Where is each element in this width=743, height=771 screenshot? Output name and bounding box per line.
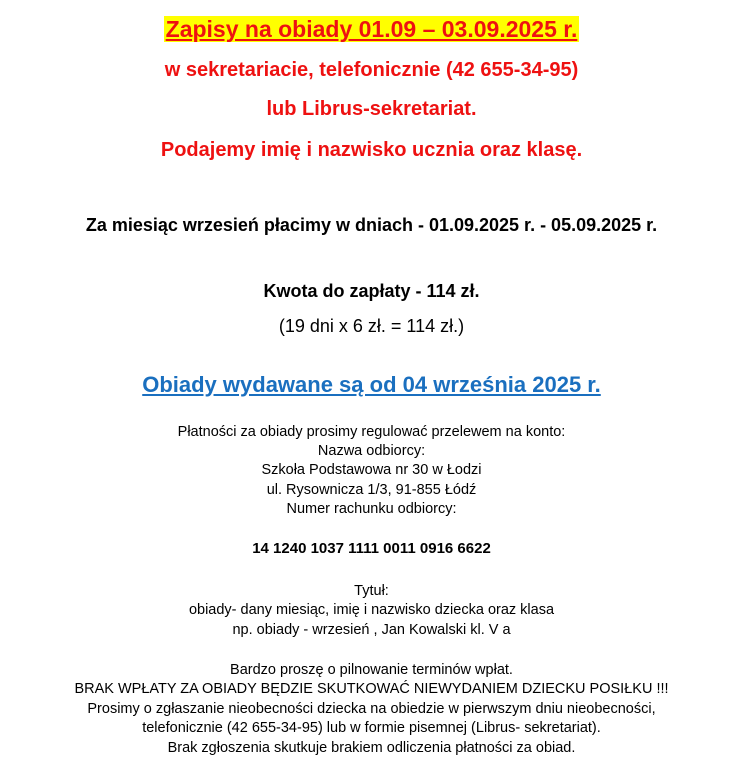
notice-absence-contact: telefonicznie (42 655-34-95) lub w formie pisemnej (Librus- sekretariat). <box>142 720 601 736</box>
payment-calculation: (19 dni x 6 zł. = 114 zł.) <box>278 316 465 336</box>
payment-period: Za miesiąc wrzesień płacimy w dniach - 01.09.2025 r. - 05.09.2025 r. <box>85 215 658 235</box>
notice-absence: Prosimy o zgłaszanie nieobecności dziecka na obiedzie w pierwszym dniu nieobecności, <box>87 701 656 717</box>
transfer-intro: Płatności za obiady prosimy regulować przelewem na konto: <box>177 424 566 440</box>
recipient-address: ul. Rysownicza 1/3, 91-855 Łódź <box>266 482 477 498</box>
page-title-text: Zapisy na obiady 01.09 – 03.09.2025 r. <box>165 16 578 42</box>
transfer-title-example: np. obiady - wrzesień , Jan Kowalski kl. V a <box>232 622 511 638</box>
registration-librus: lub Librus-sekretariat. <box>266 98 477 120</box>
recipient-label: Nazwa odbiorcy: <box>317 443 426 459</box>
payment-amount: Kwota do zapłaty - 114 zł. <box>263 281 480 301</box>
notice-deadlines: Bardzo proszę o pilnowanie terminów wpłat. <box>230 662 513 678</box>
account-number: 14 1240 1037 1111 0011 0916 6622 <box>252 540 491 557</box>
transfer-title-format: obiady- dany miesiąc, imię i nazwisko dziecka oraz klasa <box>188 602 555 618</box>
account-label: Numer rachunku odbiorcy: <box>286 501 457 517</box>
registration-channels: w sekretariacie, telefonicznie (42 655-34-95) <box>164 59 579 81</box>
page-title <box>0 14 743 44</box>
meals-start-announcement: Obiady wydawane są od 04 września 2025 r. <box>142 372 601 397</box>
transfer-title-label: Tytuł: <box>354 583 389 599</box>
recipient-name: Szkoła Podstawowa nr 30 w Łodzi <box>261 462 482 478</box>
notice-warning: BRAK WPŁATY ZA OBIADY BĘDZIE SKUTKOWAĆ NIEWYDANIEM DZIECKU POSIŁKU !!! <box>74 681 669 697</box>
notice-no-deduction: Brak zgłoszenia skutkuje brakiem odliczenia płatności za obiad. <box>167 740 576 756</box>
registration-requirements: Podajemy imię i nazwisko ucznia oraz klasę. <box>160 139 583 161</box>
